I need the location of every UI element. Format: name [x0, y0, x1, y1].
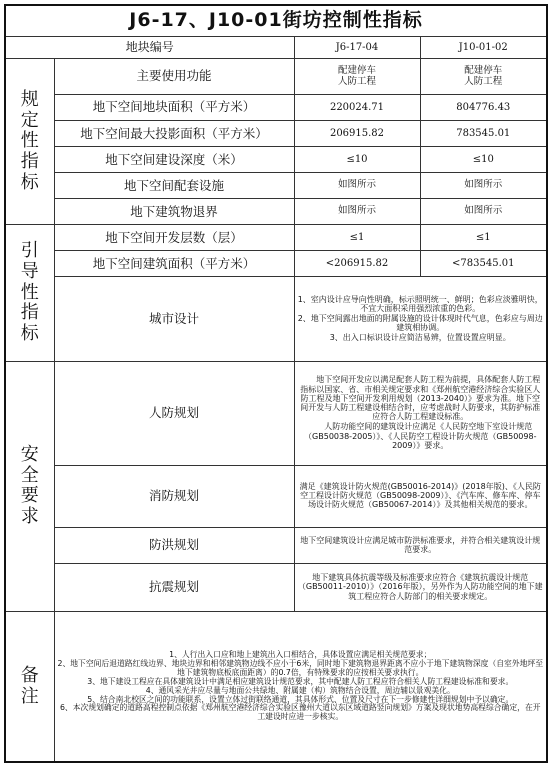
row-label: 防洪规划 — [54, 527, 294, 563]
cell-value: <783545.01 — [420, 251, 547, 277]
table-row — [5, 95, 547, 121]
category-char: 求 — [20, 506, 39, 528]
seismic-text — [294, 564, 547, 612]
category-char: 性 — [20, 130, 39, 152]
table-row — [5, 199, 547, 225]
cell-value: 206915.82 — [294, 121, 420, 147]
desc-line: 地下空间开发应以满足配套人防工程为前提，具体配套人防工程指标以国家、省、市相关规定要求和《郑州航空港经济综合实验区人防工程及地下空间开发利用规划（2013-2040）》要求为准。地下空间开发与人防工程建设相结合时，应考虑战时人防要求，其防护标准应符合人防工程建设标准。 — [300, 375, 541, 422]
parcel-id-1: J6-17-04 — [294, 37, 420, 59]
row-label: 人防规划 — [54, 361, 294, 465]
cell-value: ≤1 — [294, 225, 420, 251]
remark-line: 6、本次规划确定的道路高程控制点依据《郑州航空港经济综合实验区豫州大道以东区域道路竖向规划》方案及现状地势高程综合确定，在开工建设时应进一步核实。 — [59, 703, 541, 722]
cell-value: 783545.01 — [420, 121, 547, 147]
category-char: 备 — [20, 664, 39, 686]
cell-value: ≤10 — [420, 147, 547, 173]
table-row — [5, 173, 547, 199]
category-char: 规 — [20, 89, 39, 111]
remark-line: 2、地下空间后退道路红线边界、地块边界和相邻建筑物边线不应小于6米，同时地下建筑物退界距离不应小于地下建筑物深度（自室外地坪至地下建筑物底板底面距离）的0.7倍，有特殊要求的应按相关要求执行。 — [57, 658, 544, 677]
cell-value: 配建停车 人防工程 — [420, 59, 547, 95]
cell-value: 配建停车 人防工程 — [294, 59, 420, 95]
category-char: 性 — [20, 281, 39, 303]
desc-line: 人防功能空间的建筑设计应满足《人民防空地下室设计规范（GB50038-2005）》、《人民防空工程设计防火规范（GB50098-2009）》要求。 — [304, 422, 537, 450]
cell-value: 如图所示 — [294, 199, 420, 225]
remark-line: 1、人行出入口应和地上建筑出入口相结合，具体设置应满足相关规范要求； — [169, 649, 432, 659]
cell-value: 804776.43 — [420, 95, 547, 121]
fire-protection-text — [294, 465, 547, 527]
row-label: 地下空间地块面积（平方米） — [54, 95, 294, 121]
row-label: 地下空间建筑面积（平方米） — [54, 251, 294, 277]
table-row — [5, 612, 547, 762]
urban-design-text — [294, 277, 547, 361]
row-label: 抗震规划 — [54, 564, 294, 612]
row-label: 消防规划 — [54, 465, 294, 527]
row-label: 城市设计 — [54, 277, 294, 361]
remarks-text — [54, 612, 547, 762]
cell-value: <206915.82 — [294, 251, 420, 277]
desc-line: 1、室内设计应导向性明确，标示照明统一、鲜明；色彩应淡雅明快，不宜大面积采用强烈浓重的色彩。 — [297, 294, 543, 313]
desc-line: 地下建筑具体抗震等级及标准要求应符合《建筑抗震设计规范（GB50011-2010）》（2016年版），另外作为人防功能空间的地下建筑工程应符合人防部门的相关要求规定。 — [297, 573, 543, 601]
row-label: 地下空间配套设施 — [54, 173, 294, 199]
table-row — [5, 361, 547, 465]
table-row — [5, 225, 547, 251]
cell-value: 如图所示 — [420, 199, 547, 225]
header-row — [5, 37, 547, 59]
table-row — [5, 465, 547, 527]
cell-value: 如图所示 — [420, 173, 547, 199]
row-label: 地下空间开发层数（层） — [54, 225, 294, 251]
category-char: 安 — [20, 444, 39, 465]
cell-value: 如图所示 — [294, 173, 420, 199]
cell-value: ≤1 — [420, 225, 547, 251]
row-label: 地下空间建设深度（米） — [54, 147, 294, 173]
category-char: 标 — [20, 323, 39, 345]
category-guiding — [5, 225, 54, 361]
parcel-id-2: J10-01-02 — [420, 37, 547, 59]
desc-line: 2、地下空间露出地面的附属设施的设计体现时代气息，色彩应与周边建筑相协调。 — [297, 313, 543, 333]
table-row — [5, 251, 547, 277]
category-mandatory — [5, 59, 54, 225]
flood-control-text — [294, 527, 547, 563]
category-char: 注 — [20, 685, 39, 707]
category-char: 标 — [20, 171, 39, 193]
table-row — [5, 277, 547, 361]
remark-line: 5、结合南北校区之间的功能联系，设置立体过街联络通道，其具体形式、位置及尺寸在下一步修建性详细规划中予以确定。 — [87, 694, 514, 704]
table-row — [5, 527, 547, 563]
civil-defense-text — [294, 361, 547, 465]
row-label: 地下空间最大投影面积（平方米） — [54, 121, 294, 147]
desc-line: 3、出入口标识设计应简洁易辨，位置设置应明显。 — [329, 333, 511, 343]
title-row — [5, 5, 547, 37]
category-char: 指 — [20, 302, 39, 324]
category-char: 全 — [20, 464, 39, 486]
category-char: 指 — [20, 151, 39, 173]
row-label: 主要使用功能 — [54, 59, 294, 95]
remark-line: 4、通风采光井应尽量与地面公共绿地、附属建（构）筑物结合设置，周边辅以景观美化。 — [145, 685, 455, 695]
table-row — [5, 564, 547, 612]
page-title: J6-17、J10-01街坊控制性指标 — [5, 5, 547, 37]
desc-line: 满足《建筑设计防火规范(GB50016-2014)》(2018年版)、《人民防空工程设计防火规范（GB50098-2009）》、《汽车库、修车库、停车场设计防火规范（GB50067-2014）》及其他相关规范的要求。 — [299, 482, 541, 510]
cell-value: ≤10 — [294, 147, 420, 173]
table-row — [5, 121, 547, 147]
remark-line: 3、地下建设工程应在具体建筑设计中满足相应建筑设计规范要求，其中配建人防工程应符合相关人防工程建设标准和要求。 — [87, 676, 514, 686]
category-char: 要 — [20, 485, 39, 507]
indicator-table — [4, 4, 548, 763]
table-row — [5, 147, 547, 173]
cell-value: 220024.71 — [294, 95, 420, 121]
category-safety — [5, 361, 54, 611]
category-char: 导 — [20, 260, 39, 282]
category-char: 定 — [20, 109, 39, 131]
parcel-id-label: 地块编号 — [5, 37, 294, 59]
table-row — [5, 59, 547, 95]
desc-line: 地下空间建筑设计应满足城市防洪标准要求，并符合相关建筑设计规范要求。 — [300, 535, 541, 554]
category-remarks — [5, 612, 54, 762]
category-char: 引 — [20, 240, 39, 262]
row-label: 地下建筑物退界 — [54, 199, 294, 225]
